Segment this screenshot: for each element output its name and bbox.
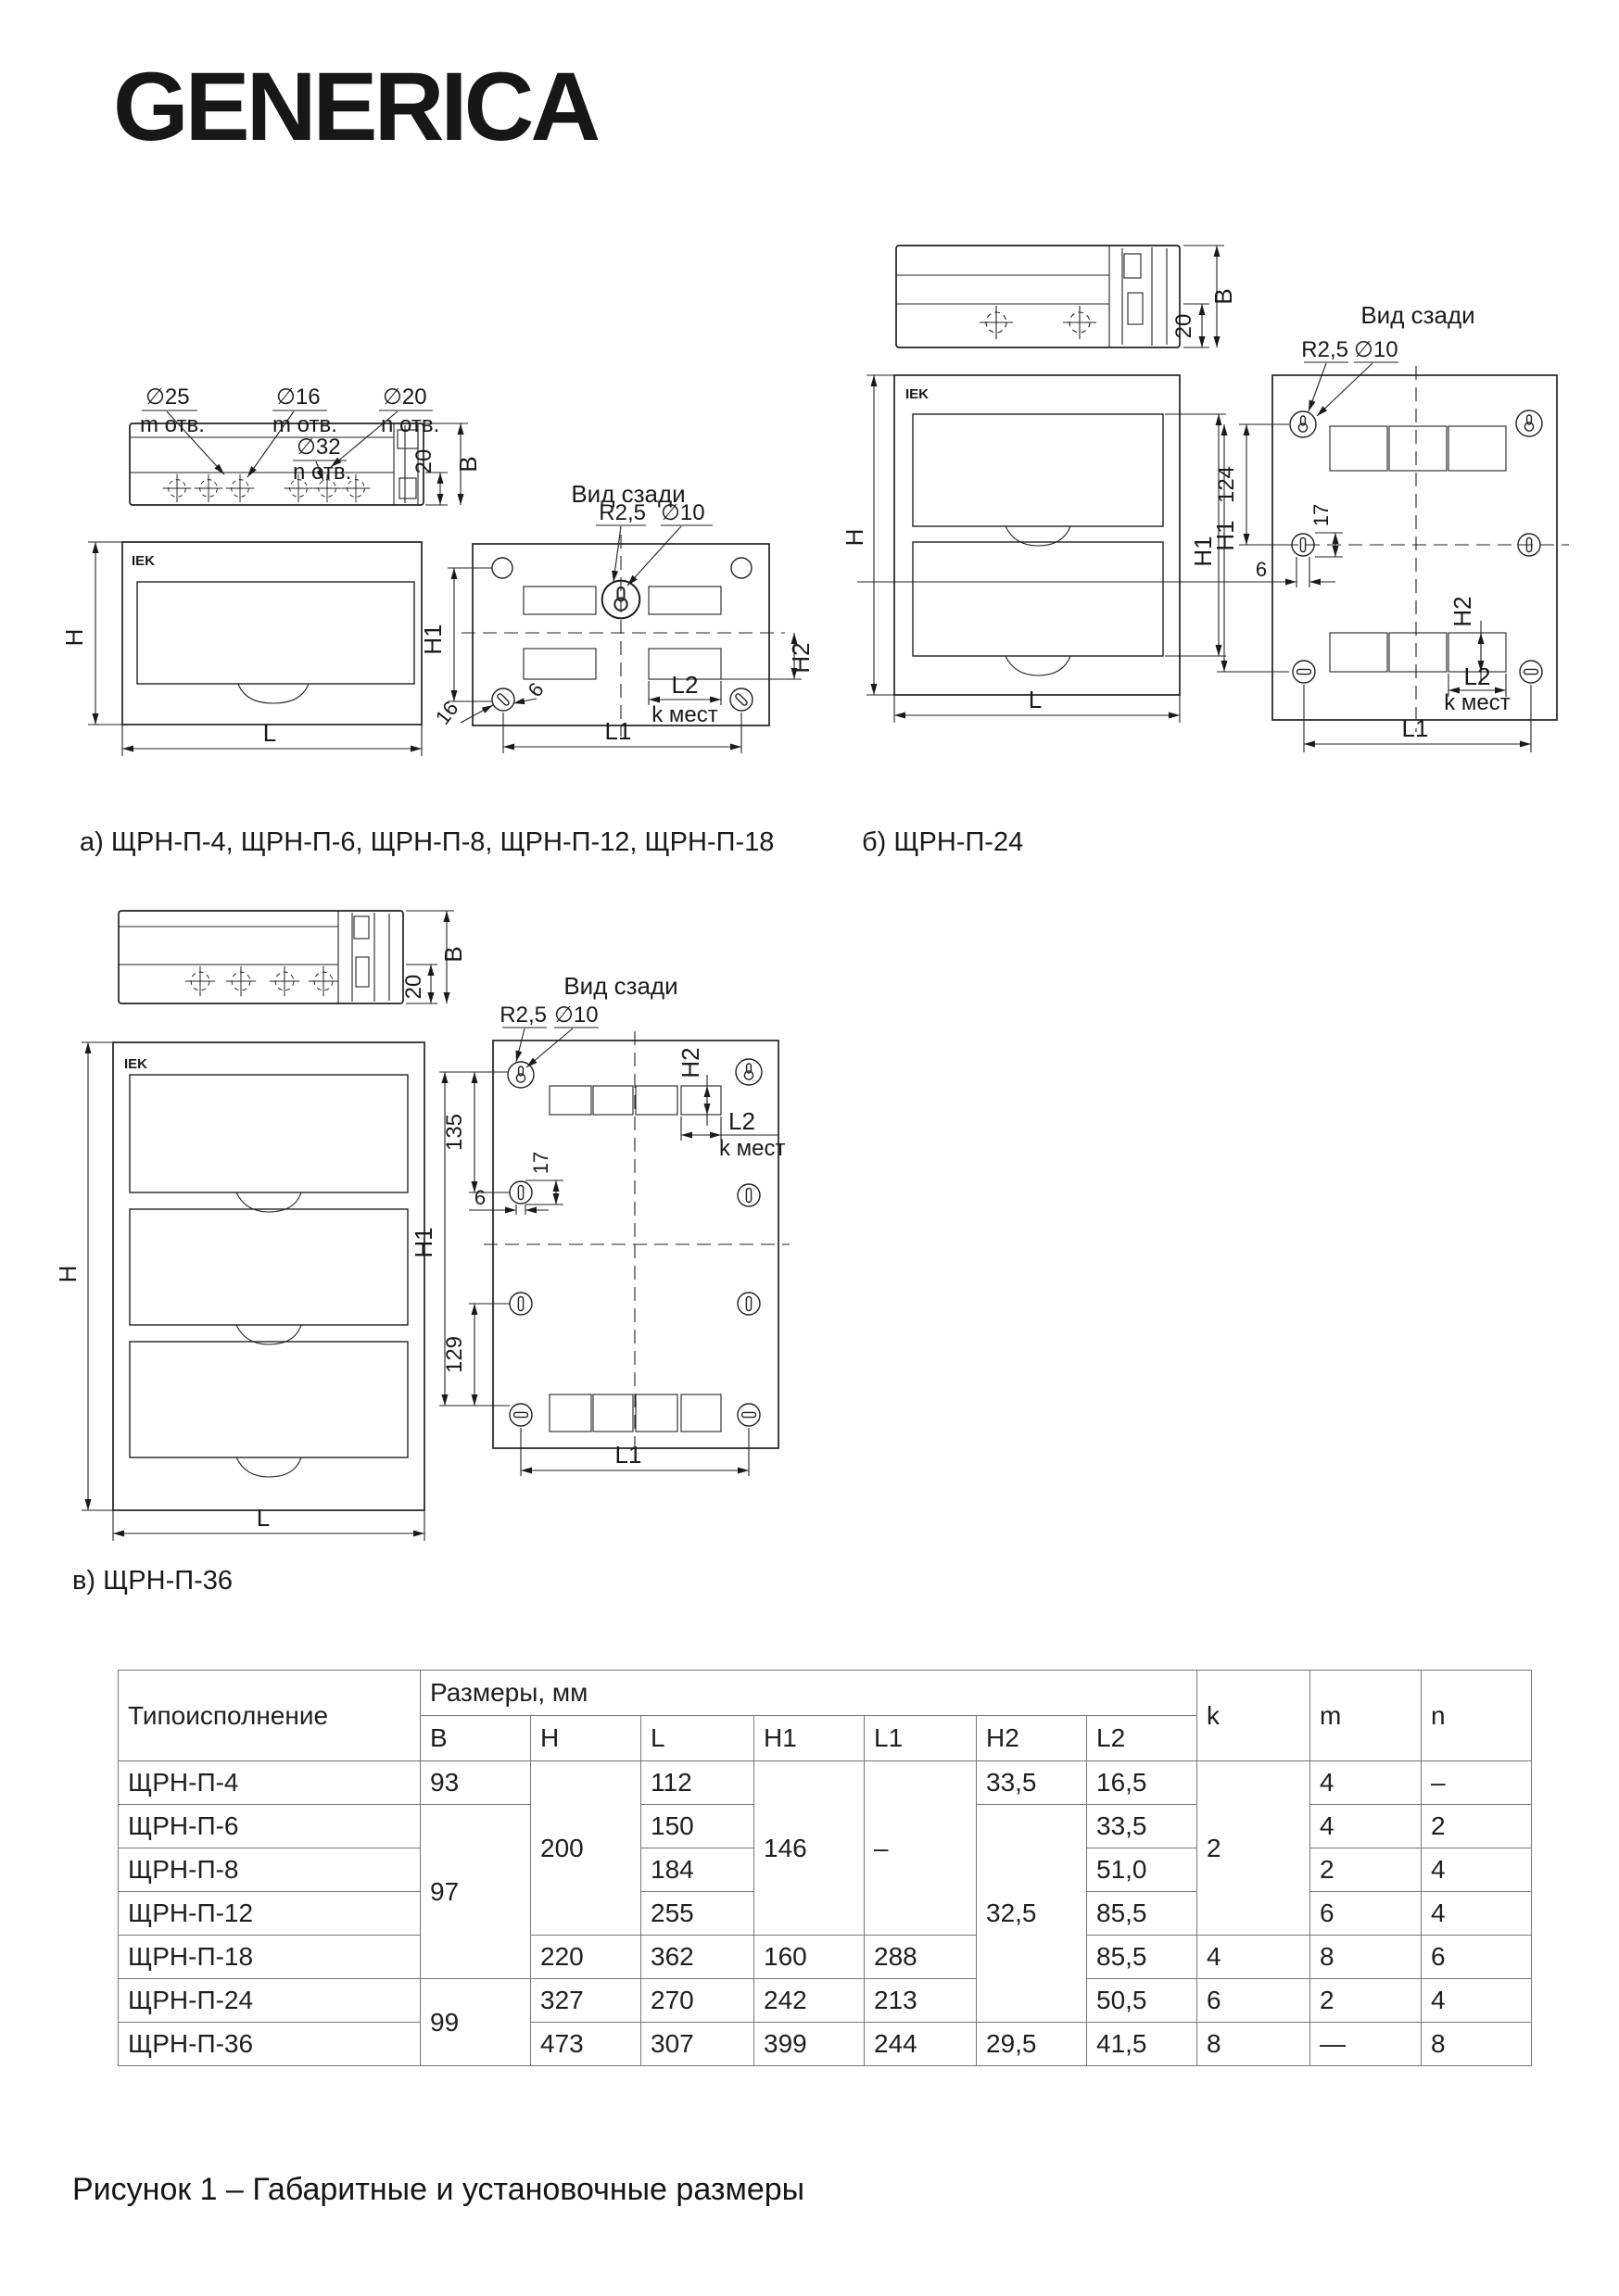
knockout-opening: [681, 1086, 721, 1115]
slot-icon: [1293, 661, 1315, 683]
knockout-opening: [593, 1394, 633, 1432]
cell-H: 327: [531, 1979, 641, 2023]
cell-name: ЩРН-П-6: [119, 1805, 421, 1848]
cell-name: ЩРН-П-12: [119, 1892, 421, 1936]
label-d32-sub: n отв.: [293, 460, 352, 485]
generica-logo: GENERICA: [113, 53, 598, 161]
label-d20: ∅20: [383, 385, 427, 410]
label-H1: H1: [1189, 536, 1217, 567]
label-k-places: k мест: [1444, 690, 1511, 715]
col-header-L2: L2: [1087, 1716, 1197, 1761]
label-d10: ∅10: [1354, 337, 1398, 362]
rear-view-title: Вид сзади: [563, 972, 678, 1000]
label-B: B: [439, 946, 467, 963]
b-dim-17: [1309, 504, 1343, 557]
cell-m: 2: [1310, 1979, 1422, 2023]
v-dim-L1: [521, 1428, 749, 1476]
knockout-opening: [1330, 426, 1387, 471]
cell-L1: 244: [865, 2023, 977, 2066]
label-L1: L1: [604, 717, 632, 745]
knockout-opening: [681, 1394, 721, 1432]
cell-m: 6: [1310, 1892, 1422, 1936]
label-L: L: [256, 1504, 271, 1532]
label-B: B: [1209, 288, 1237, 305]
a-dim-20: [411, 449, 448, 505]
knockout-opening: [550, 1394, 591, 1432]
cell-k: 4: [1197, 1936, 1310, 1979]
b-top-view: [896, 246, 1237, 347]
label-H1: H1: [419, 624, 447, 655]
table-row: [119, 1761, 1532, 1805]
a-rear-view: [419, 480, 815, 753]
col-header-H: H: [531, 1716, 641, 1761]
slot-icon: [492, 688, 514, 711]
col-header-k: k: [1197, 1671, 1310, 1761]
cell-m: —: [1310, 2023, 1422, 2066]
col-header-L1: L1: [865, 1716, 977, 1761]
label-d32: ∅32: [297, 435, 341, 460]
v-dim-6: [469, 1186, 549, 1215]
b-dim-H1: [1165, 414, 1239, 656]
v-dim-H: [54, 1042, 113, 1510]
door-panel: [913, 414, 1163, 526]
slot-icon: [738, 1184, 760, 1206]
knockout-opening: [593, 1086, 633, 1115]
dimensions-table-wrap: [118, 1670, 1532, 2066]
label-H: H: [60, 628, 88, 647]
cell-L2: 85,5: [1087, 1936, 1197, 1979]
label-6: 6: [474, 1186, 487, 1209]
caption-v: в) ЩРН-П-36: [72, 1566, 234, 1596]
drawing-b: [841, 232, 1599, 834]
drawing-v: [54, 903, 816, 1552]
a-dim-H: [60, 542, 122, 725]
cell-H1: 146: [754, 1761, 865, 1936]
knockout-opening: [1330, 633, 1387, 672]
b-dim-L2: [1444, 662, 1511, 715]
rear-view-title: Вид сзади: [571, 480, 686, 508]
cell-B: 93: [421, 1761, 531, 1805]
label-d25-sub: m отв.: [140, 412, 205, 437]
label-H2: H2: [677, 1047, 704, 1079]
cell-m: 8: [1310, 1936, 1422, 1979]
iek-logo-text: IEK: [132, 553, 156, 569]
label-H2: H2: [787, 642, 815, 674]
slot-icon: [738, 1293, 760, 1315]
cell-n: 4: [1422, 1848, 1532, 1892]
label-r25: R2,5: [1301, 337, 1348, 362]
cell-L: 270: [641, 1979, 754, 2023]
v-dim-129: [442, 1304, 510, 1406]
b-dim-H1: [1189, 424, 1289, 672]
label-d16-sub: m отв.: [272, 412, 337, 437]
col-header-L: L: [641, 1716, 754, 1761]
slot-icon: [730, 688, 753, 711]
cell-k: 8: [1197, 2023, 1310, 2066]
table-header-row-1: [119, 1671, 1532, 1716]
label-k-places: k мест: [651, 702, 718, 727]
cell-n: 6: [1422, 1936, 1532, 1979]
label-B: B: [454, 456, 482, 473]
label-r25: R2,5: [500, 1003, 547, 1028]
cell-H2: 33,5: [977, 1761, 1087, 1805]
v-top-view: [119, 911, 467, 1003]
cell-L: 184: [641, 1848, 754, 1892]
label-H: H: [841, 528, 868, 547]
col-header-n: n: [1422, 1671, 1532, 1761]
cell-H1: 160: [754, 1936, 865, 1979]
label-129: 129: [442, 1335, 467, 1374]
cell-L2: 50,5: [1087, 1979, 1197, 2023]
table-row: [119, 1979, 1532, 2023]
a-dim-H1: [419, 568, 492, 701]
knockout-opening: [636, 1086, 677, 1115]
slot-icon: [738, 1404, 760, 1426]
cell-n: 2: [1422, 1805, 1532, 1848]
label-L2: L2: [1463, 662, 1491, 690]
label-L2: L2: [671, 671, 699, 699]
knockout-opening: [1389, 426, 1447, 471]
col-header-type: Типоисполнение: [119, 1671, 421, 1761]
cell-L2: 16,5: [1087, 1761, 1197, 1805]
dimensions-table: [118, 1670, 1532, 2066]
cell-B: 99: [421, 1979, 531, 2066]
cell-L: 112: [641, 1761, 754, 1805]
door-handle: [1006, 526, 1070, 546]
cell-B: 97: [421, 1805, 531, 1979]
door-handle: [236, 1457, 301, 1477]
v-front-view: [54, 1042, 424, 1541]
cell-H: 473: [531, 2023, 641, 2066]
cell-k: 6: [1197, 1979, 1310, 2023]
cell-L2: 85,5: [1087, 1892, 1197, 1936]
mounting-hole: [731, 558, 752, 578]
label-d10: ∅10: [661, 500, 705, 525]
door-panel: [913, 542, 1163, 656]
v-dim-20: [401, 965, 437, 1003]
knockout-opening: [524, 649, 596, 679]
cell-name: ЩРН-П-24: [119, 1979, 421, 2023]
a-top-view: [130, 385, 482, 505]
mounting-hole: [492, 558, 512, 578]
label-k-places: k мест: [719, 1136, 786, 1161]
drawing-a: [60, 369, 848, 776]
col-header-sizes: Размеры, мм: [421, 1671, 1197, 1716]
a-front-view: [60, 542, 422, 756]
cell-L2: 33,5: [1087, 1805, 1197, 1848]
slot-icon: [1520, 661, 1542, 683]
label-d10: ∅10: [554, 1003, 599, 1028]
cell-H: 200: [531, 1761, 641, 1936]
caption-b: б) ЩРН-П-24: [862, 827, 1024, 857]
knockout-target-icon: [185, 966, 338, 996]
cell-L1: 213: [865, 1979, 977, 2023]
caption-a: а) ЩРН-П-4, ЩРН-П-6, ЩРН-П-8, ЩРН-П-12, ЩРН-П-18: [80, 827, 775, 857]
b-dim-20: [1171, 304, 1209, 347]
cell-L: 362: [641, 1936, 754, 1979]
label-16: 16: [430, 697, 463, 729]
a-dim-H2: [721, 633, 815, 679]
cell-name: ЩРН-П-8: [119, 1848, 421, 1892]
label-17: 17: [529, 1151, 552, 1175]
knockout-target-icon: [980, 306, 1096, 339]
cell-name: ЩРН-П-4: [119, 1761, 421, 1805]
knockout-opening: [636, 1394, 677, 1432]
cell-n: –: [1422, 1761, 1532, 1805]
label-d20-sub: n отв.: [381, 412, 440, 437]
door-panel: [137, 582, 414, 684]
cell-name: ЩРН-П-36: [119, 2023, 421, 2066]
label-d25: ∅25: [145, 385, 190, 410]
cell-H1: 242: [754, 1979, 865, 2023]
knockout-opening: [649, 587, 721, 614]
keyhole-icon: [1516, 410, 1542, 436]
cell-L1: –: [865, 1761, 977, 1936]
cell-n: 8: [1422, 2023, 1532, 2066]
label-H1: H1: [410, 1227, 437, 1258]
col-header-B: B: [421, 1716, 531, 1761]
cell-L2: 41,5: [1087, 2023, 1197, 2066]
cell-L: 150: [641, 1805, 754, 1848]
knockout-opening: [524, 587, 596, 614]
v-dim-L: [113, 1504, 424, 1541]
knockout-opening: [550, 1086, 591, 1115]
table-row: [119, 2023, 1532, 2066]
b-dim-L: [894, 686, 1180, 723]
slot-icon: [510, 1293, 532, 1315]
label-L2: L2: [728, 1107, 755, 1135]
label-17: 17: [1309, 503, 1333, 527]
knockout-opening: [1389, 633, 1447, 672]
label-r25: R2,5: [599, 500, 646, 525]
door-panel: [130, 1209, 408, 1325]
keyhole-icon: [1290, 411, 1316, 437]
v-rear-view: [410, 972, 790, 1476]
cell-name: ЩРН-П-18: [119, 1936, 421, 1979]
rear-view-title: Вид сзади: [1360, 301, 1475, 329]
cell-k: 2: [1197, 1761, 1310, 1936]
label-L: L: [1028, 686, 1043, 713]
label-6: 6: [1255, 558, 1268, 581]
b-dim-6: [857, 557, 1335, 587]
label-H2: H2: [1448, 596, 1476, 627]
b-front-view: [841, 375, 1239, 723]
v-dim-135: [442, 1072, 510, 1192]
a-callout-d32: [293, 435, 351, 485]
keyhole-icon: [508, 1062, 534, 1088]
iek-logo-text: IEK: [905, 386, 930, 402]
col-header-m: m: [1310, 1671, 1422, 1761]
door-handle: [1006, 656, 1070, 675]
cell-H: 220: [531, 1936, 641, 1979]
label-d16: ∅16: [276, 385, 321, 410]
cell-n: 4: [1422, 1892, 1532, 1936]
label-20: 20: [1171, 313, 1196, 339]
label-135: 135: [442, 1113, 467, 1152]
cell-m: 4: [1310, 1805, 1422, 1848]
figure-caption: Рисунок 1 – Габаритные и установочные размеры: [72, 2172, 805, 2207]
knockout-opening: [1448, 426, 1506, 471]
a-callout-d25: [140, 385, 224, 474]
label-20: 20: [411, 448, 436, 474]
cell-L1: 288: [865, 1936, 977, 1979]
cell-L2: 51,0: [1087, 1848, 1197, 1892]
door-panel: [130, 1075, 408, 1192]
a-callout-6: [513, 678, 549, 703]
col-header-H1: H1: [754, 1716, 865, 1761]
label-124: 124: [1214, 465, 1239, 504]
cell-L: 307: [641, 2023, 754, 2066]
slot-icon: [510, 1404, 532, 1426]
slot-icon: [510, 1181, 532, 1204]
b-callout-r25: [1301, 337, 1348, 411]
keyhole-icon: [736, 1059, 762, 1085]
label-L: L: [262, 719, 277, 747]
cell-H2: 29,5: [977, 2023, 1087, 2066]
v-dim-L2: [681, 1107, 786, 1161]
cell-n: 4: [1422, 1979, 1532, 2023]
label-6: 6: [523, 677, 549, 701]
label-L1: L1: [614, 1441, 642, 1469]
label-20: 20: [401, 974, 426, 1000]
col-header-H2: H2: [977, 1716, 1087, 1761]
iek-logo-text: IEK: [124, 1056, 148, 1072]
b-dim-H: [841, 375, 894, 695]
cell-H2: 32,5: [977, 1805, 1087, 2023]
cell-m: 4: [1310, 1761, 1422, 1805]
label-H: H: [54, 1265, 82, 1283]
v-callout-r25: [500, 1003, 547, 1062]
cell-L: 255: [641, 1892, 754, 1936]
door-handle: [238, 684, 309, 703]
label-H1: H1: [1211, 520, 1239, 551]
label-L1: L1: [1401, 714, 1429, 742]
cell-H1: 399: [754, 2023, 865, 2066]
cell-m: 2: [1310, 1848, 1422, 1892]
table-row: [119, 1936, 1532, 1979]
door-panel: [130, 1342, 408, 1457]
